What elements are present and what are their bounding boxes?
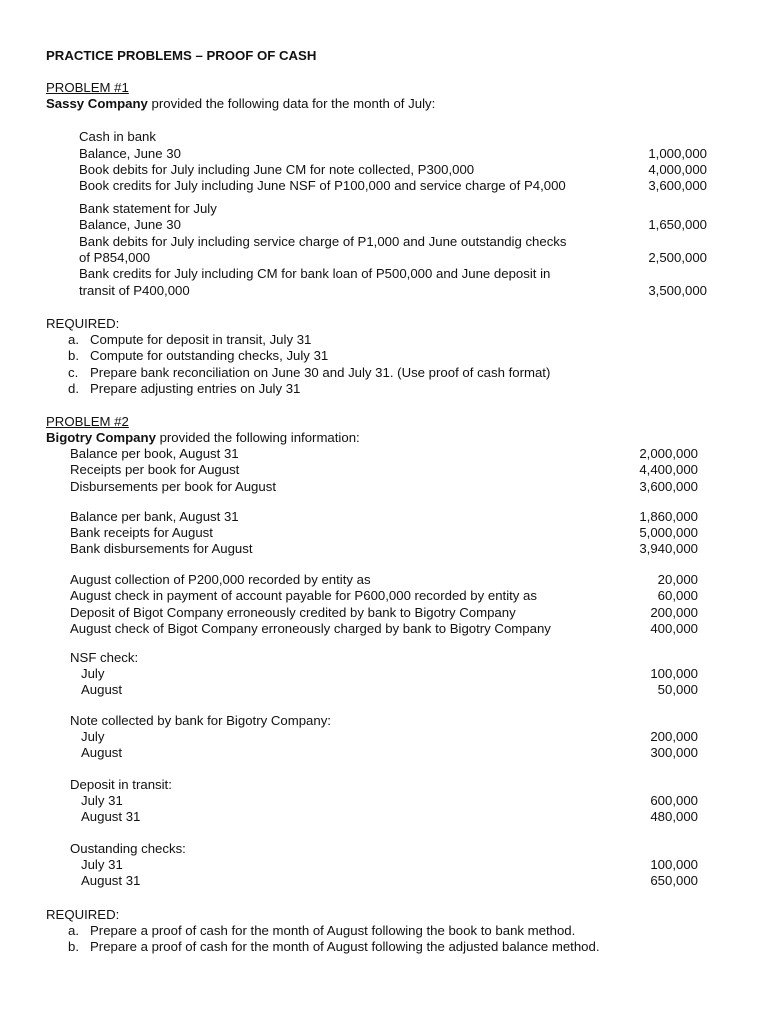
p2-error-row xyxy=(0,572,768,588)
p1-bank-header-row xyxy=(0,201,768,217)
p2-oc-header-row xyxy=(0,841,768,857)
p2-error-row-value: 60,000 xyxy=(657,588,698,603)
problem-1-intro-text: provided the following data for the month of July: xyxy=(147,96,436,111)
p2-error-row-value: 200,000 xyxy=(650,605,698,620)
p2-book-row xyxy=(0,479,768,495)
p1-book-row-label: Book debits for July including June CM for note collected, P300,000 xyxy=(79,162,475,177)
p2-book-row-value: 4,400,000 xyxy=(639,462,698,477)
p2-oc-header: Oustanding checks: xyxy=(70,841,186,856)
p2-dit-row xyxy=(0,809,768,825)
p1-book-header-row xyxy=(0,129,768,145)
p2-bank-row-label: Bank disbursements for August xyxy=(70,541,253,556)
list-item-text: Prepare a proof of cash for the month of August following the adjusted balance method. xyxy=(90,939,600,955)
p2-nsf-header-row xyxy=(0,650,768,666)
p2-error-row-label: August check of Bigot Company erroneously charged by bank to Bigotry Company xyxy=(70,621,551,636)
p1-bank-debits-line1: Bank debits for July including service charge of P1,000 and June outstandig checks xyxy=(79,234,567,249)
p2-error-row xyxy=(0,621,768,637)
p1-book-row-label: Book credits for July including June NSF of P100,000 and service charge of P4,000 xyxy=(79,178,566,193)
document-title: PRACTICE PROBLEMS – PROOF OF CASH xyxy=(46,48,317,63)
p2-book-row-label: Receipts per book for August xyxy=(70,462,240,477)
p1-bank-debits-line2: of P854,000 xyxy=(79,250,151,265)
p1-book-header: Cash in bank xyxy=(79,129,156,144)
p2-oc-row-value: 100,000 xyxy=(650,857,698,872)
list-item-text: Prepare adjusting entries on July 31 xyxy=(90,380,301,396)
p1-bank-balance-row xyxy=(0,217,768,233)
p2-nsf-row xyxy=(0,666,768,682)
problem-2-company: Bigotry Company xyxy=(46,430,156,445)
p2-note-header-row xyxy=(0,713,768,729)
p2-book-row xyxy=(0,462,768,478)
p2-book-row-label: Disbursements per book for August xyxy=(70,479,276,494)
p1-required-heading: REQUIRED: xyxy=(46,316,120,331)
p2-bank-row-value: 5,000,000 xyxy=(639,525,698,540)
p2-nsf-row-label: July xyxy=(81,666,105,681)
list-item-marker: b. xyxy=(68,348,79,364)
p2-nsf-header: NSF check: xyxy=(70,650,139,665)
p2-error-row-label: August collection of P200,000 recorded by entity as xyxy=(70,572,371,587)
p2-bank-row-label: Bank receipts for August xyxy=(70,525,213,540)
list-item-marker: c. xyxy=(68,364,79,380)
p2-dit-row xyxy=(0,793,768,809)
p2-error-row xyxy=(0,588,768,604)
p1-bank-debits-value: 2,500,000 xyxy=(648,250,707,265)
p2-note-header: Note collected by bank for Bigotry Company: xyxy=(70,713,331,728)
p2-error-row-value: 400,000 xyxy=(650,621,698,636)
p2-bank-row xyxy=(0,525,768,541)
p1-book-row-value: 1,000,000 xyxy=(648,146,707,161)
list-item-marker: a. xyxy=(68,332,79,347)
p2-dit-row-label: August 31 xyxy=(81,809,141,824)
p2-bank-row xyxy=(0,541,768,557)
p2-note-row xyxy=(0,745,768,761)
p2-note-row xyxy=(0,729,768,745)
p1-bank-credits-line2: transit of P400,000 xyxy=(79,283,190,298)
p2-note-row-value: 200,000 xyxy=(650,729,698,744)
p1-book-row-value: 4,000,000 xyxy=(648,162,707,177)
p2-dit-row-label: July 31 xyxy=(81,793,123,808)
p1-book-row xyxy=(0,162,768,178)
p1-bank-balance-label: Balance, June 30 xyxy=(79,217,181,232)
p2-dit-header-row xyxy=(0,777,768,793)
p1-book-row xyxy=(0,178,768,194)
p2-note-row-label: July xyxy=(81,729,105,744)
p2-book-row-value: 3,600,000 xyxy=(639,479,698,494)
list-item-marker: d. xyxy=(68,380,79,396)
p2-oc-row xyxy=(0,873,768,889)
p2-error-row-value: 20,000 xyxy=(657,572,698,587)
problem-2-heading: PROBLEM #2 xyxy=(46,414,129,429)
list-item-text: Compute for deposit in transit, July 31 xyxy=(90,332,312,347)
p1-book-row xyxy=(0,146,768,162)
problem-1-company: Sassy Company xyxy=(46,96,148,111)
p2-book-row xyxy=(0,446,768,462)
problem-2-intro xyxy=(46,430,360,446)
p2-error-row-label: Deposit of Bigot Company erroneously credited by bank to Bigotry Company xyxy=(70,605,516,620)
p2-nsf-row-value: 50,000 xyxy=(657,682,698,697)
p1-bank-debits-row-2 xyxy=(0,250,768,266)
p2-oc-row-label: August 31 xyxy=(81,873,141,888)
list-item-text: Prepare bank reconciliation on June 30 and July 31. (Use proof of cash format) xyxy=(90,364,551,380)
p2-bank-row-value: 3,940,000 xyxy=(639,541,698,556)
list-item-marker: a. xyxy=(68,923,79,938)
p2-note-row-value: 300,000 xyxy=(650,745,698,760)
problem-2-intro-text: provided the following information: xyxy=(155,430,360,445)
problem-1-intro xyxy=(46,96,435,112)
p2-oc-row xyxy=(0,857,768,873)
p2-dit-row-value: 600,000 xyxy=(650,793,698,808)
list-item-text: Prepare a proof of cash for the month of August following the book to bank method. xyxy=(90,923,576,938)
p2-error-row-label: August check in payment of account payable for P600,000 recorded by entity as xyxy=(70,588,537,603)
list-item-marker: b. xyxy=(68,939,79,955)
p2-dit-row-value: 480,000 xyxy=(650,809,698,824)
problem-1-heading: PROBLEM #1 xyxy=(46,80,129,95)
p2-bank-row-label: Balance per bank, August 31 xyxy=(70,509,239,524)
p2-book-row-value: 2,000,000 xyxy=(639,446,698,461)
p2-error-row xyxy=(0,605,768,621)
p1-bank-header: Bank statement for July xyxy=(79,201,217,216)
p2-bank-row xyxy=(0,509,768,525)
p2-nsf-row-label: August xyxy=(81,682,123,697)
p1-book-row-value: 3,600,000 xyxy=(648,178,707,193)
p2-nsf-row-value: 100,000 xyxy=(650,666,698,681)
p2-bank-row-value: 1,860,000 xyxy=(639,509,698,524)
p2-oc-row-value: 650,000 xyxy=(650,873,698,888)
p1-bank-credits-value: 3,500,000 xyxy=(648,283,707,298)
list-item-text: Compute for outstanding checks, July 31 xyxy=(90,348,329,364)
p2-note-row-label: August xyxy=(81,745,123,760)
p2-nsf-row xyxy=(0,682,768,698)
p1-bank-credits-row xyxy=(0,266,768,282)
p2-oc-row-label: July 31 xyxy=(81,857,123,872)
p1-bank-balance-value: 1,650,000 xyxy=(648,217,707,232)
p1-bank-debits-row xyxy=(0,234,768,250)
p2-required-heading: REQUIRED: xyxy=(46,907,120,922)
p1-bank-credits-row-2 xyxy=(0,283,768,299)
p2-book-row-label: Balance per book, August 31 xyxy=(70,446,239,461)
p2-dit-header: Deposit in transit: xyxy=(70,777,172,792)
p1-book-row-label: Balance, June 30 xyxy=(79,146,181,161)
p1-bank-credits-line1: Bank credits for July including CM for bank loan of P500,000 and June deposit in xyxy=(79,266,551,281)
